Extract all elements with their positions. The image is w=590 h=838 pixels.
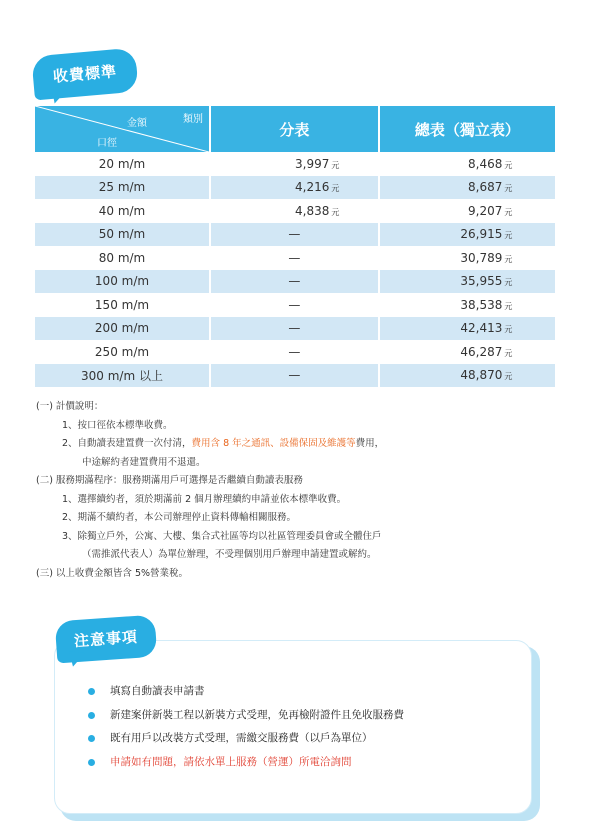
notes-section [36,398,384,583]
sub-fee-cell [211,246,378,270]
main-fee-cell [380,199,555,223]
currency-unit: 元 [504,278,513,288]
main-fee-value: 38,538 [460,297,503,312]
caliber-cell: 150 m/m [94,297,150,312]
bullet-icon [88,735,95,742]
currency-unit: 元 [331,184,340,194]
currency-unit: 元 [504,184,513,194]
bullet-icon [88,759,95,766]
main-fee-cell [380,223,555,247]
column-sub-meter: 分表 [211,106,378,152]
column-main-meter: 總表（獨立表） [380,106,555,152]
sub-fee-cell [211,223,378,247]
sub-fee-value: 4,838 [295,203,330,218]
table-row [35,340,555,364]
sub-fee-cell [211,293,378,317]
sub-fee-value: 4,216 [295,180,330,195]
table-row [35,176,555,200]
fee-table [33,106,557,387]
bullet-icon [88,688,95,695]
main-fee-value: 8,468 [468,156,503,171]
table-row [35,152,555,176]
main-fee-cell [380,152,555,176]
sub-fee-value: — [288,344,301,359]
main-fee-cell [380,317,555,341]
title-badge-tail [49,87,68,106]
caliber-cell: 200 m/m [35,317,209,341]
table-row [35,317,555,341]
sub-fee-cell [211,364,378,388]
note-item-continued: （需推派代表人）為單位辦理，不受理個別用戶辦理申請建置或解約。 [82,549,377,560]
caliber-cell: 50 m/m [35,223,209,247]
currency-unit: 元 [504,301,513,311]
sub-fee-value: — [288,321,301,336]
caliber-cell: 250 m/m [94,344,150,359]
currency-unit: 元 [331,207,340,217]
sub-fee-value: — [288,227,301,242]
main-fee-cell [380,293,555,317]
sub-fee-cell [211,317,378,341]
currency-unit: 元 [504,231,513,241]
note-section-2-title: (二) 服務期滿程序：服務期滿用戶可選擇是否繼續自動讀表服務 [36,475,303,486]
sub-fee-cell [211,199,378,223]
main-fee-value: 8,687 [468,180,503,195]
sub-fee-value: — [288,250,301,265]
sub-fee-value: 3,997 [295,156,330,171]
main-fee-cell [380,246,555,270]
main-fee-value: 35,955 [460,274,503,289]
note-item: 1、按口徑依本標準收費。 [62,419,173,431]
note-text: 2、自動讀表建置費一次付清， [62,438,192,449]
sub-fee-cell [211,340,378,364]
main-fee-cell [380,340,555,364]
main-fee-cell [380,270,555,294]
caliber-cell: 100 m/m [35,270,209,294]
caution-item [88,683,404,707]
table-row [35,270,555,294]
note-item: 1、選擇續約者，須於期滿前 2 個月辦理續約申請並依本標準收費。 [62,493,347,505]
note-section-3-title: (三) 以上收費金額皆含 5%營業稅。 [36,567,189,579]
main-fee-value: 30,789 [460,250,503,265]
caution-text: 新建案併新裝工程以新裝方式受理，免再檢附證件且免收服務費 [110,708,404,721]
caution-item [88,707,404,731]
main-fee-value: 42,413 [460,321,503,336]
note-item [36,435,384,454]
table-row [35,199,555,223]
note-item: 3、除獨立戶外，公寓、大樓、集合式社區等均以社區管理委員會或全體住戶 [62,530,382,542]
fee-standard-title: 收費標準 [31,48,138,101]
currency-unit: 元 [504,160,513,170]
note-item: 2、期滿不續約者，本公司辦理停止資料傳輸相關服務。 [62,512,297,523]
table-corner-header [35,106,209,152]
currency-unit: 元 [504,325,513,335]
corner-amount-label: 金額 [127,118,147,129]
currency-unit: 元 [504,372,513,382]
caution-text: 既有用戶以改裝方式受理，需繳交服務費（以戶為單位） [110,732,373,744]
bullet-icon [88,712,95,719]
note-text: 費用， [355,438,385,449]
caution-badge-tail [67,651,85,668]
corner-caliber-label: 口徑 [97,138,117,149]
corner-kind-label: 類別 [183,114,203,125]
main-fee-cell [380,364,555,388]
note-section-1-title: (一) 計價說明： [36,401,104,412]
main-fee-value: 46,287 [460,344,503,359]
note-highlight: 費用含 8 年之通訊、設備保固及維護等 [191,438,356,449]
caliber-cell: 20 m/m [98,156,146,171]
caliber-cell: 300 m/m 以上 [35,364,209,388]
sub-fee-value: — [288,368,301,383]
table-header-row [35,106,555,152]
caution-text: 申請如有問題，請依水單上服務（營運）所電洽詢問 [110,755,352,768]
caution-item [88,754,404,778]
sub-fee-value: — [288,274,301,289]
note-item-continued: 中途解約者建置費用不退還。 [82,456,206,468]
table-row [35,364,555,388]
currency-unit: 元 [504,348,513,358]
caution-item [88,730,404,754]
currency-unit: 元 [504,207,513,217]
sub-fee-cell [211,152,378,176]
caution-text: 填寫自動讀表申請書 [110,685,205,697]
table-row [35,293,555,317]
currency-unit: 元 [504,254,513,264]
sub-fee-cell [211,270,378,294]
table-body [35,152,555,387]
main-fee-value: 9,207 [468,203,503,218]
main-fee-value: 26,915 [460,227,503,242]
caution-list [88,683,404,777]
caliber-cell: 80 m/m [98,250,146,265]
caliber-cell: 40 m/m [98,203,146,218]
main-fee-cell [380,176,555,200]
caliber-cell: 25 m/m [35,176,209,200]
main-fee-value: 48,870 [460,368,503,383]
currency-unit: 元 [331,160,340,170]
caution-title: 注意事項 [55,615,158,664]
sub-fee-value: — [288,297,301,312]
table-row [35,223,555,247]
table-row [35,246,555,270]
sub-fee-cell [211,176,378,200]
